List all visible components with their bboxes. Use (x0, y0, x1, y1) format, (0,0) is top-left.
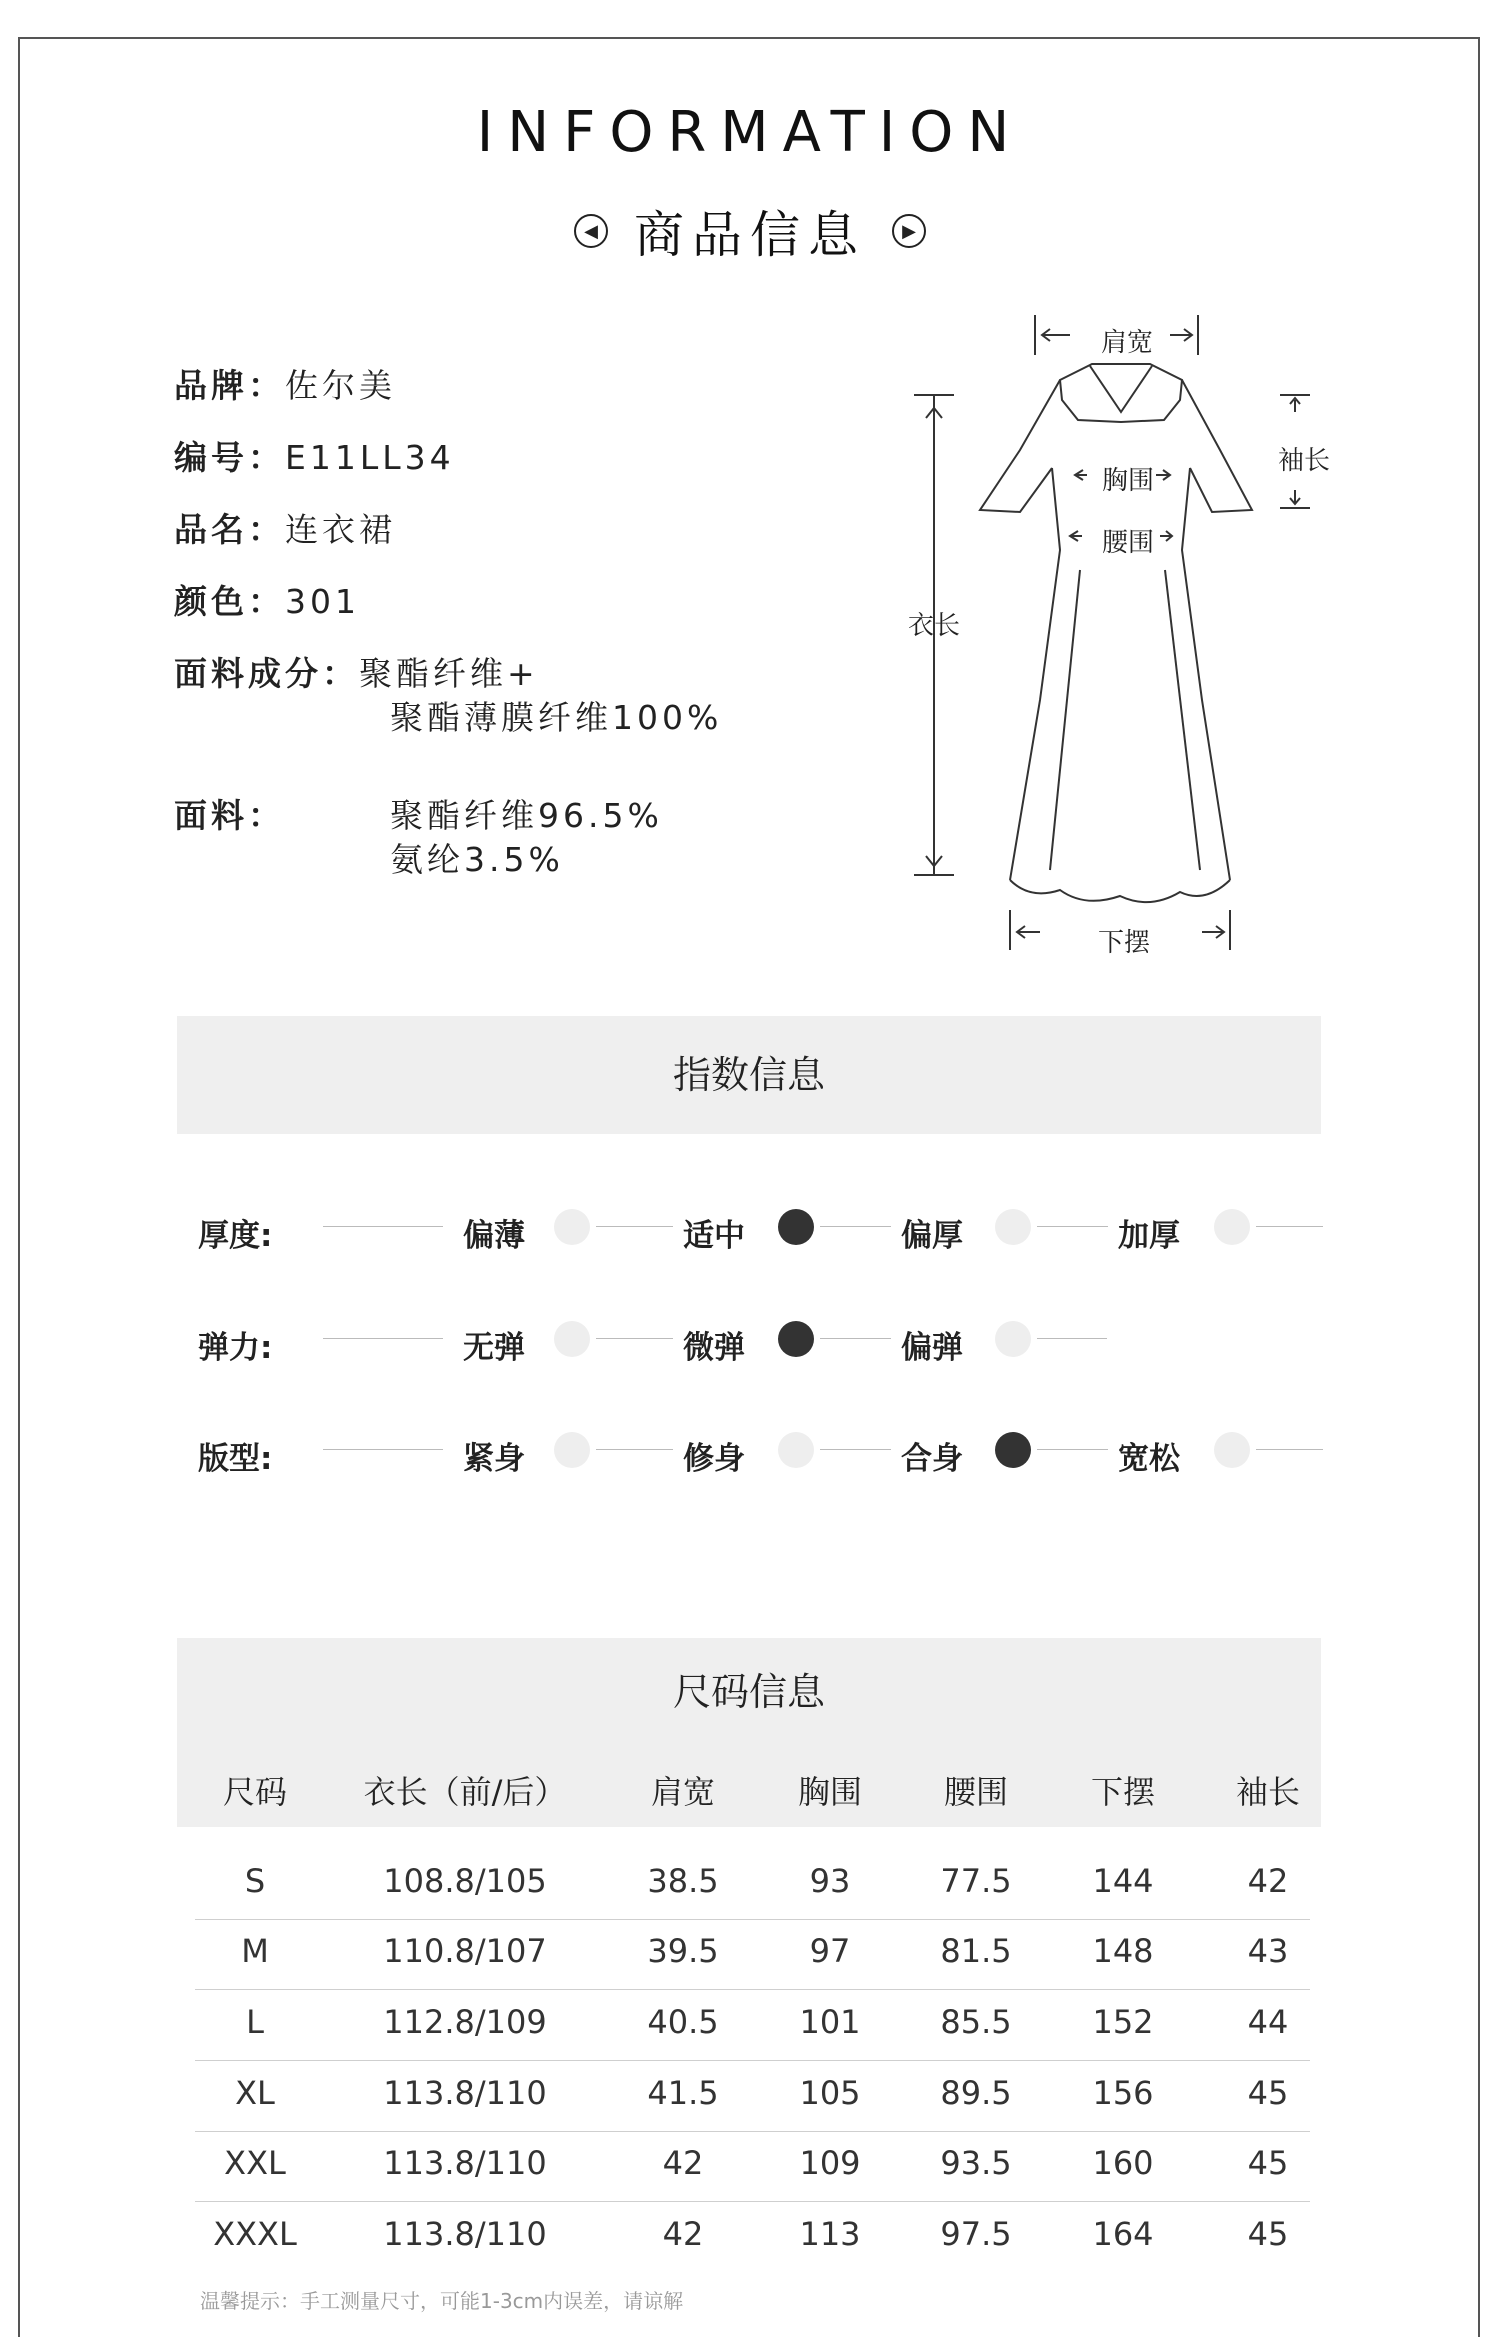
index-connector-line (1256, 1226, 1323, 1227)
index-dot-selected (778, 1209, 814, 1245)
size-table-cell: 97 (809, 1932, 851, 1970)
index-connector-line (820, 1449, 891, 1450)
size-column-header: 尺码 (222, 1773, 287, 1811)
size-table-cell: 93.5 (940, 2144, 1012, 2182)
index-connector-line (323, 1338, 443, 1339)
title-en: INFORMATION (476, 100, 1024, 165)
attr-key: 颜色： (174, 582, 285, 621)
size-table-cell: 156 (1092, 2074, 1154, 2112)
label-hem: 下摆 (1098, 928, 1151, 958)
index-option-label: 适中 (683, 1218, 745, 1254)
size-table-cell: 113.8/110 (383, 2144, 547, 2182)
size-column-header: 下摆 (1090, 1773, 1155, 1811)
attr-key: 编号： (174, 438, 285, 477)
size-table-cell: 45 (1247, 2215, 1289, 2253)
index-option-label: 合身 (901, 1441, 963, 1477)
attr-value: 聚酯纤维+ (359, 654, 539, 693)
chevron-left-circle-icon: ◀ (574, 214, 608, 248)
attr-value-line2: 聚酯薄膜纤维100% (390, 698, 723, 737)
size-table-cell: 164 (1092, 2215, 1154, 2253)
attr-key: 面料： (174, 796, 285, 835)
label-length: 衣长 (908, 611, 961, 641)
size-table-cell: 77.5 (940, 1862, 1012, 1900)
size-table-cell: XXXL (213, 2215, 297, 2253)
size-row-divider (195, 2060, 1310, 2061)
index-connector-line (596, 1449, 673, 1450)
index-option-label: 加厚 (1118, 1218, 1180, 1254)
index-dot (995, 1209, 1031, 1245)
attr-brand (174, 360, 396, 407)
attr-value: 连衣裙 (285, 510, 396, 549)
attr-fabric (174, 790, 285, 837)
size-table-cell: 93 (809, 1862, 851, 1900)
index-option-label: 无弹 (463, 1330, 525, 1366)
index-option-label: 修身 (683, 1441, 745, 1477)
index-row-label: 弹力: (198, 1330, 273, 1366)
index-connector-line (1037, 1338, 1107, 1339)
size-table-cell: 105 (799, 2074, 861, 2112)
size-table-cell: 109 (799, 2144, 861, 2182)
size-section-title: 尺码信息 (177, 1638, 1321, 1746)
size-table-cell: 110.8/107 (383, 1932, 547, 1970)
attr-key: 品牌： (174, 366, 285, 405)
index-dot (554, 1209, 590, 1245)
size-table-cell: 42 (1247, 1862, 1289, 1900)
index-connector-line (1037, 1226, 1108, 1227)
size-table-cell: 42 (662, 2215, 704, 2253)
label-sleeve: 袖长 (1278, 446, 1331, 476)
index-section-title: 指数信息 (177, 1016, 1321, 1134)
label-waist: 腰围 (1102, 528, 1155, 558)
size-table-cell: 40.5 (647, 2003, 719, 2041)
size-row-divider (195, 2201, 1310, 2202)
attr-value: 301 (285, 582, 360, 621)
attr-value-line2: 氨纶3.5% (390, 840, 564, 879)
size-row-divider (195, 1989, 1310, 1990)
index-dot (554, 1321, 590, 1357)
index-dot-selected (778, 1321, 814, 1357)
index-option-label: 紧身 (463, 1441, 525, 1477)
index-row-label: 厚度: (198, 1218, 273, 1254)
size-column-header: 胸围 (797, 1773, 862, 1811)
size-table-cell: M (241, 1932, 269, 1970)
size-column-header: 腰围 (943, 1773, 1008, 1811)
size-table-cell: 113 (799, 2215, 861, 2253)
attr-key: 品名： (174, 510, 285, 549)
size-column-header: 衣长（前/后） (363, 1773, 567, 1811)
size-table-cell: 101 (799, 2003, 861, 2041)
size-table-cell: 41.5 (647, 2074, 719, 2112)
size-table-cell: 113.8/110 (383, 2074, 547, 2112)
attr-color (174, 576, 360, 623)
size-row-divider (195, 1919, 1310, 1920)
size-table-cell: 112.8/109 (383, 2003, 547, 2041)
index-connector-line (820, 1338, 891, 1339)
size-table-cell: 43 (1247, 1932, 1289, 1970)
size-table-cell: 89.5 (940, 2074, 1012, 2112)
index-connector-line (323, 1226, 443, 1227)
attr-code (174, 432, 455, 479)
title-cn-row (0, 195, 1500, 267)
size-table-cell: 144 (1092, 1862, 1154, 1900)
index-dot-selected (995, 1432, 1031, 1468)
size-table-cell: 45 (1247, 2144, 1289, 2182)
index-connector-line (1037, 1449, 1108, 1450)
chevron-right-circle-icon: ▶ (892, 214, 926, 248)
size-column-header: 袖长 (1235, 1773, 1300, 1811)
size-table-cell: 108.8/105 (383, 1862, 547, 1900)
index-option-label: 微弹 (683, 1330, 745, 1366)
size-table-cell: 160 (1092, 2144, 1154, 2182)
attr-value: E11LL34 (285, 438, 455, 477)
size-table-cell: XXL (224, 2144, 286, 2182)
index-option-label: 偏薄 (463, 1218, 525, 1254)
size-table-cell: 85.5 (940, 2003, 1012, 2041)
size-table-cell: 38.5 (647, 1862, 719, 1900)
size-table-cell: XL (235, 2074, 275, 2112)
size-table-cell: 44 (1247, 2003, 1289, 2041)
index-connector-line (596, 1226, 673, 1227)
attr-value: 佐尔美 (285, 366, 396, 405)
size-table-cell: 152 (1092, 2003, 1154, 2041)
size-table-cell: 42 (662, 2144, 704, 2182)
index-connector-line (1256, 1449, 1323, 1450)
size-table-cell: L (246, 2003, 264, 2041)
title-cn: 商品信息 (634, 206, 866, 264)
index-connector-line (323, 1449, 443, 1450)
size-table-header (177, 1745, 1321, 1827)
index-dot (1214, 1432, 1250, 1468)
attr-key: 面料成分： (174, 654, 359, 693)
measurement-note: 温馨提示：手工测量尺寸，可能1-3cm内误差，请谅解 (200, 2289, 684, 2313)
size-table-cell: 97.5 (940, 2215, 1012, 2253)
index-option-label: 宽松 (1118, 1441, 1180, 1477)
attr-name (174, 504, 396, 551)
index-dot (995, 1321, 1031, 1357)
attr-value: 聚酯纤维96.5% (390, 796, 663, 835)
index-connector-line (596, 1338, 673, 1339)
index-dot (1214, 1209, 1250, 1245)
label-shoulder: 肩宽 (1101, 328, 1154, 358)
size-row-divider (195, 2131, 1310, 2132)
size-table-cell: 39.5 (647, 1932, 719, 1970)
size-column-header: 肩宽 (650, 1773, 715, 1811)
size-table-cell: 45 (1247, 2074, 1289, 2112)
index-row-label: 版型: (198, 1441, 273, 1477)
label-chest: 胸围 (1102, 466, 1155, 496)
size-table-cell: 81.5 (940, 1932, 1012, 1970)
size-table-cell: 148 (1092, 1932, 1154, 1970)
index-dot (778, 1432, 814, 1468)
index-dot (554, 1432, 590, 1468)
size-table-cell: 113.8/110 (383, 2215, 547, 2253)
index-option-label: 偏弹 (901, 1330, 963, 1366)
index-row (198, 1314, 1328, 1364)
index-option-label: 偏厚 (901, 1218, 963, 1254)
index-connector-line (820, 1226, 891, 1227)
index-row (198, 1202, 1328, 1252)
size-table-cell: S (244, 1862, 266, 1900)
attr-composition (174, 648, 539, 695)
index-row (198, 1425, 1328, 1475)
